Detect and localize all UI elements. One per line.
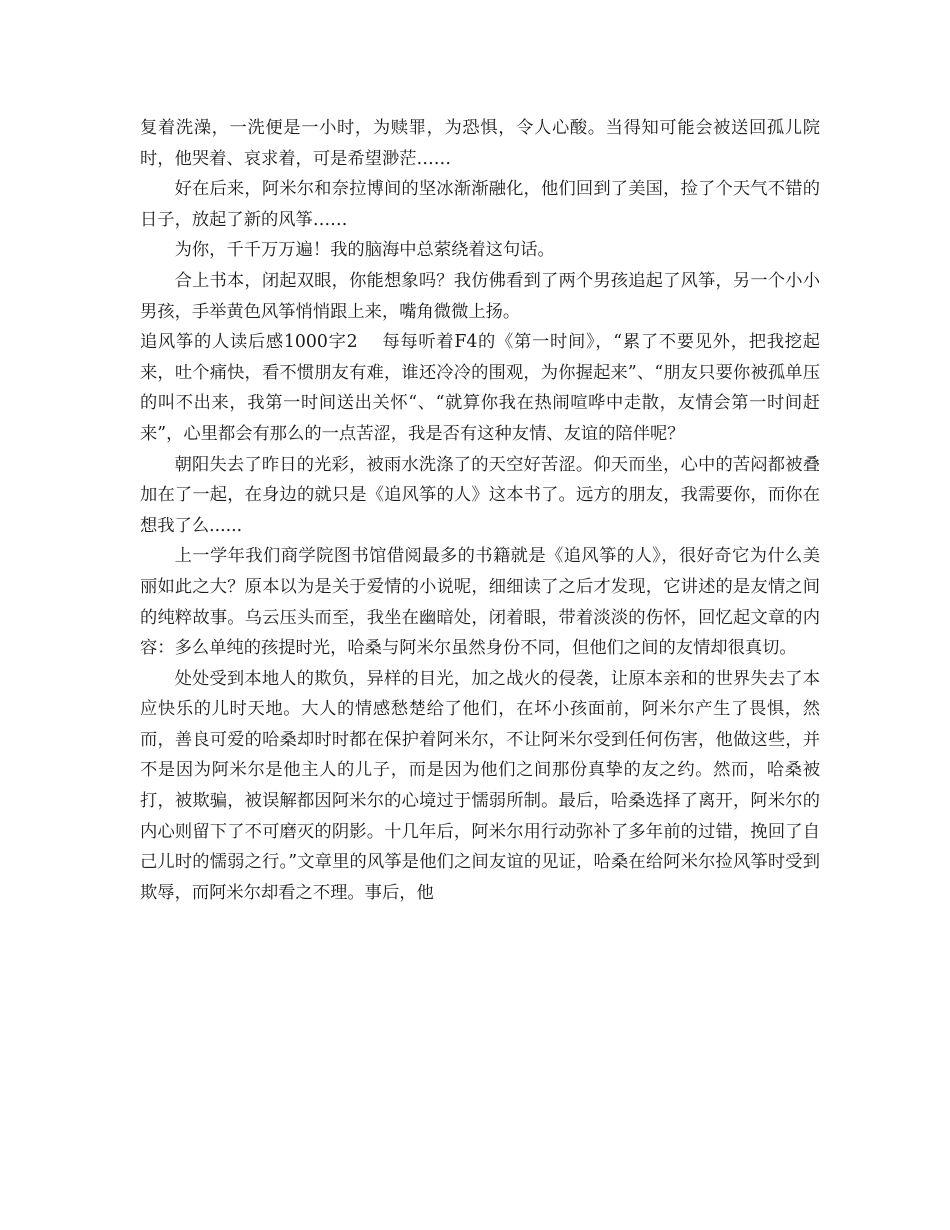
paragraph: 合上书本，闭起双眼，你能想象吗？我仿佛看到了两个男孩追起了风筝，另一个小小男孩，手举黄色风筝悄悄跟上来，嘴角微微上扬。 [140,270,820,322]
essay-body [140,113,820,908]
section-first-text: 每每听着F4的《第一时间》，“累了不要见外，把我挖起来，吐个痛快，看不惯朋友有难，谁还冷冷的围观，为你握起来”、“朋友只要你被孤单压的叫不出来，我第一时间送出关怀“、“就算你我在热闹喧哗中走散，友情会第一时间赶来”，心里都会有那么的一点苦涩，我是否有这种友情、友谊的陪伴呢？ [140,332,820,444]
paragraph: 上一学年我们商学院图书馆借阅最多的书籍就是《追风筝的人》，很好奇它为什么美丽如此之大？原本以为是关于爱情的小说呢，细细读了之后才发现，它讲述的是友情之间的纯粹故事。乌云压头而至，我坐在幽暗处，闭着眼，带着淡淡的伤怀，回忆起文章的内容：多么单纯的孩提时光，哈桑与阿米尔虽然身份不同，但他们之间的友情却很真切。 [140,546,820,659]
paragraph: 为你，千千万万遍！我的脑海中总萦绕着这句话。 [174,240,555,261]
paragraph: 朝阳失去了昨日的光彩，被雨水洗涤了的天空好苦涩。仰天而坐，心中的苦闷都被叠加在了一起，在身边的就只是《追风筝的人》这本书了。远方的朋友，我需要你，而你在想我了么...... [140,454,820,536]
paragraph: 处处受到本地人的欺负，异样的目光，加之战火的侵袭，让原本亲和的世界失去了本应快乐的儿时天地。大人的情感愁楚给了他们，在坏小孩面前，阿米尔产生了畏惧，然而，善良可爱的哈桑却时时都在保护着阿米尔，不让阿米尔受到任何伤害，他做这些，并不是因为阿米尔是他主人的儿子，而是因为他们之间那份真挚的友之约。然而，哈桑被打，被欺骗，被误解都因阿米尔的心境过于懦弱所制。最后，哈桑选择了离开，阿米尔的内心则留下了不可磨灭的阴影。十几年后，阿米尔用行动弥补了多年前的过错，挽回了自己儿时的懦弱之行。”文章里的风筝是他们之间友谊的见证，哈桑在给阿米尔捡风筝时受到欺辱，而阿米尔却看之不理。事后，他 [140,668,820,903]
section-heading: 追风筝的人读后感1000字2 [140,332,358,353]
paragraph: 好在后来，阿米尔和奈拉博间的坚冰渐渐融化，他们回到了美国，捡了个天气不错的日子，放起了新的风筝…… [140,179,820,230]
heading-spacer [358,332,383,352]
section-paragraph [140,327,820,449]
paragraph: 复着洗澡，一洗便是一小时，为赎罪，为恐惧，令人心酸。当得知可能会被送回孤儿院时，他哭着、哀求着，可是希望渺茫…… [140,118,820,169]
